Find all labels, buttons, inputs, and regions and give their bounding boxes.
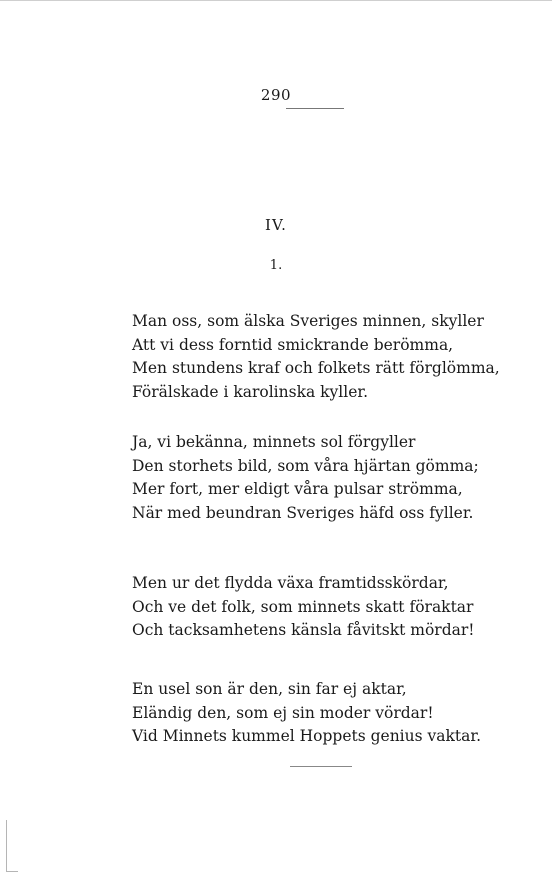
poem-line: Eländig den, som ej sin moder vördar! <box>132 703 434 722</box>
poem-line: Och ve det folk, som minnets skatt föraktar <box>132 597 474 616</box>
poem-line: Vid Minnets kummel Hoppets genius vaktar. <box>132 727 481 745</box>
page-number-rule <box>286 108 344 109</box>
stanza-4 <box>132 678 547 749</box>
poem-line: Och tacksamhetens känsla fåvitskt mördar! <box>132 621 475 639</box>
end-rule <box>290 766 352 767</box>
poem-line: En usel son är den, sin far ej aktar, <box>132 680 407 698</box>
poem-line: Man oss, som älska Sveriges minnen, skyller <box>132 312 484 330</box>
page-binding-edge <box>6 820 7 872</box>
stanza-1 <box>132 310 547 404</box>
poem-line: Men stundens kraf och folkets rätt förglömma, <box>132 359 500 377</box>
poem-number: 1. <box>269 258 283 273</box>
page-binding-edge-foot <box>6 871 18 872</box>
poem-line: Den storhets bild, som våra hjärtan gömma; <box>132 456 479 475</box>
section-heading: IV. <box>265 216 287 234</box>
poem-line: Men ur det flydda växa framtidsskördar, <box>132 574 449 592</box>
stanza-3 <box>132 572 547 643</box>
poem-line: Ja, vi bekänna, minnets sol förgyller <box>132 433 416 451</box>
page-number: 290 <box>260 86 292 104</box>
poem-line: Mer fort, mer eldigt våra pulsar strömma, <box>132 480 463 498</box>
poem-line: När med beundran Sveriges häfd oss fyller. <box>132 503 474 522</box>
poem-line: Förälskade i karolinska kyller. <box>132 382 368 401</box>
stanza-2 <box>132 431 547 525</box>
page-top-edge <box>0 0 552 1</box>
poem-line: Att vi dess forntid smickrande berömma, <box>132 335 454 354</box>
